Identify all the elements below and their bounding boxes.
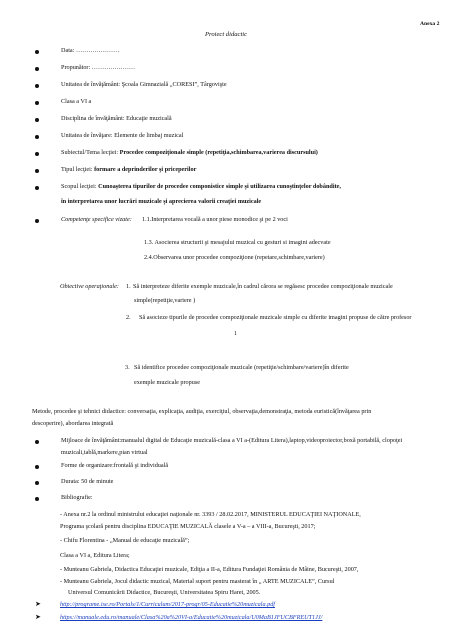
class-field: Clasa a VI a	[61, 98, 92, 105]
duration: Durata: 50 de minute	[61, 478, 114, 485]
bullet-icon	[35, 84, 39, 88]
discipline-label: Disciplina de învăţământ:	[61, 115, 127, 122]
lesson-type-label: Tipul lecţiei:	[61, 166, 95, 173]
lesson-goal-label: Scopul lecţiei:	[61, 183, 99, 190]
lesson-goal-value-2: în interpretarea unor lucrări muzicale şi aprecierea valorii creaţiei muzicale	[61, 198, 262, 205]
bullet-icon	[35, 118, 39, 122]
competence-item: 2.4.Observarea unor procedee compoziţione (repetare,schimbare,variere)	[144, 254, 325, 261]
learning-unit-field	[61, 132, 183, 140]
bullet-icon	[35, 169, 39, 173]
bibliography-label: Bibliografie:	[61, 494, 93, 501]
annex-label: Anexa 2	[420, 21, 440, 27]
lesson-goal-field	[61, 183, 341, 191]
teaching-aids-line-2: muzicali,tablă,markere,pian virtual	[61, 449, 148, 456]
objective-number: 1.	[126, 283, 131, 290]
bullet-icon	[35, 497, 39, 501]
bullet-icon	[35, 50, 39, 54]
document-title: Proiect didactic	[205, 31, 248, 38]
organization-forms: Forme de organizare:frontală şi individuală	[61, 462, 169, 469]
school-label: Unitatea de învăţământ:	[61, 81, 122, 88]
bibliography-item: - Munteanu Gabriela, Didactica Educaţiei muzicale, Ediţia a II-a, Editura Fundaţiei România de Mâine, Bucureşti, 2007,	[60, 566, 359, 573]
learning-unit-label: Unitatea de învăţare:	[61, 132, 115, 139]
lesson-goal-value-1: Cunoaşterea tipurilor de procedee componistice simple şi utilizarea cunoştinţelor dobândite,	[98, 183, 341, 190]
teaching-aids-line-1: Mijloace de învăţământ:manualul digital de Educaţie muzicală-clasa a VI a-(Editura Litera),laptop,videoproiector,boxă portabilă, clopoţei	[61, 437, 403, 444]
objective-2-line-1: Să asocieze tipurile de procedee compoziţionale muzicale simple cu diferite imagini propuse de către profesor	[139, 314, 412, 321]
discipline-field	[61, 115, 172, 123]
bibliography-item: - Chifu Florentina - „Manual de educaţie muzicală”;	[60, 537, 190, 544]
arrow-right-icon: ➤	[35, 613, 41, 621]
bullet-icon	[35, 135, 39, 139]
teacher-field: Propunător: …………………	[61, 64, 136, 71]
subject-field	[61, 149, 318, 157]
objective-3-line-1: Să identifice procedee compoziţionale muzicale (repetiţie/schimbare/variere)în diferite	[134, 364, 349, 371]
objective-number: 2.	[126, 314, 131, 321]
bibliography-item: - Munteanu Gabriela, Jocul didactic muzical, Material suport pentru masterat în „ ARTE MUZICALE”, Cursul	[60, 578, 335, 585]
competence-item: 1.1.Interpretarea vocală a unor piese monodice şi pe 2 voci	[142, 216, 288, 223]
school-field	[61, 81, 227, 89]
methods-line-1: Metode, procedee şi tehnici didactice: conversaţia, explicaţia, audiţia, exerciţiul, observaţia,demonstraţia, metoda euristică(învăţarea prin	[32, 408, 372, 415]
bullet-icon	[35, 101, 39, 105]
bullet-icon	[35, 152, 39, 156]
date-field: Data: …………………	[61, 47, 120, 54]
arrow-right-icon: ➤	[35, 600, 41, 608]
competence-item: 1.3. Asocierea structurii şi mesajului muzical cu gesturi si imagini adecvate	[144, 239, 331, 246]
objectives-label: Obiective operaţionale:	[60, 283, 119, 290]
bullet-icon	[35, 465, 39, 469]
objective-3-line-2: exemple muzicale propuse	[134, 379, 200, 386]
textbook-link[interactable]: https://manuale.edu.ro/manuale/Clasa%20a%20VI-a/Educatie%20muzicala/U0MaB1JFUCBFREUT1JJ/	[60, 614, 323, 621]
page-number: 1	[234, 331, 237, 337]
bullet-icon	[35, 440, 39, 444]
objective-1-line-1: Să interpreteze diferite exemple muzicale,în cadrul cărora se regăsesc procedee compoziţionale muzicale	[133, 283, 393, 290]
bibliography-item: Programa şcolară pentru disciplina EDUCAŢIE MUZICALĂ clasele a V-a – a VIII-a, Bucureşti, 2017;	[60, 523, 316, 530]
subject-label: Subiectul/Tema lecţiei:	[61, 149, 120, 156]
lesson-type-field	[61, 166, 196, 174]
bibliography-item: - Anexa nr.2 la ordinul ministrului educaţiei naţionale nr. 3393 / 28.02.2017, MINISTERUL EDUCAŢIEI NAŢIONALE,	[60, 511, 361, 518]
bibliography-item: Universul Comunicării Didactice, Bucureşti, Universitatea Spiru Haret, 2005.	[68, 589, 261, 596]
methods-line-2: descoperire), abordarea integrată	[32, 420, 114, 427]
competences-label: Competenţe specifice vizate:	[61, 216, 132, 223]
curriculum-link[interactable]: http://programe.ise.ro/Portals/1/Curriculum/2017-progr/05-Educatie%20muzicala.pdf	[60, 601, 276, 608]
bibliography-item: Clasa a VI a, Editura Litera;	[60, 552, 130, 559]
learning-unit-value: Elemente de limbaj muzical	[114, 132, 184, 139]
bullet-icon	[35, 67, 39, 71]
discipline-value: Educaţie muzicală	[126, 115, 172, 122]
subject-value: Procedee compoziţionale simple (repetiţia,schimbarea,varierea discursului)	[119, 149, 318, 156]
lesson-type-value: formare a deprinderilor şi priceperilor	[94, 166, 197, 173]
bullet-icon	[35, 481, 39, 485]
school-value: Şcoala Gimnazială „CORESI”, Târgovişte	[121, 81, 227, 88]
objective-number: 3.	[125, 364, 130, 371]
bullet-icon	[35, 186, 39, 190]
objective-1-line-2: simple(repetiţie,variere )	[134, 297, 196, 304]
bullet-icon	[35, 219, 39, 223]
